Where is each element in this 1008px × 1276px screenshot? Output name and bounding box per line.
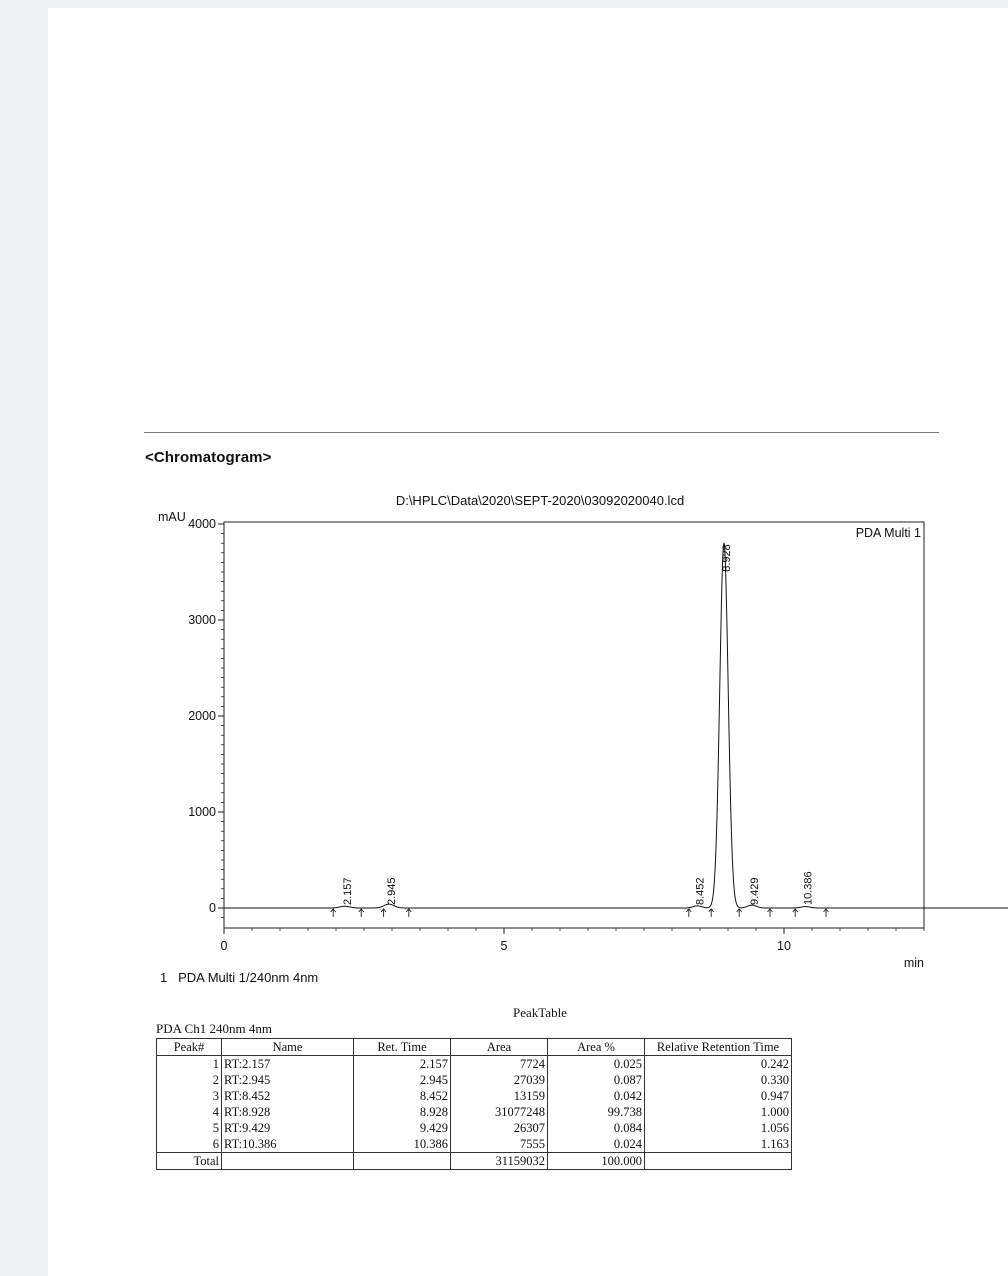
cell-rrt: 0.947 [645,1088,792,1104]
peak-label: 2.945 [385,877,398,905]
cell-area-pct: 99.738 [548,1104,645,1120]
cell-peak: 6 [157,1136,222,1153]
cell-name: RT:8.452 [222,1088,354,1104]
cell-rrt: 1.056 [645,1120,792,1136]
header-name: Name [222,1039,354,1056]
peak-table [156,1038,792,1170]
header-area-pct: Area % [548,1039,645,1056]
table-row [157,1072,792,1088]
chart-caption [160,970,318,985]
integration-marker [359,909,364,917]
peak-label: 10.386 [802,871,815,905]
series-layer [224,543,1008,908]
y-tick-label: 3000 [188,613,216,627]
cell-name: RT:10.386 [222,1136,354,1153]
y-axis-unit: mAU [158,510,186,524]
integration-marker [381,909,386,917]
cell-rrt: 1.163 [645,1136,792,1153]
series-line-pda-multi-1 [224,543,1008,908]
cell-total-ret [354,1153,451,1170]
cell-name: RT:2.945 [222,1072,354,1088]
peak-label: 8.452 [694,877,707,905]
plot-frame [224,522,924,928]
table-row [157,1088,792,1104]
cell-area-pct: 0.042 [548,1088,645,1104]
x-tick-label: 0 [220,939,228,953]
integration-marker [793,909,798,917]
cell-total-rrt [645,1153,792,1170]
cell-area: 27039 [451,1072,548,1088]
cell-area-pct: 0.084 [548,1120,645,1136]
peak-label: 2.157 [341,877,354,905]
cell-ret-time: 2.157 [354,1056,451,1073]
header-peak: Peak# [157,1039,222,1056]
peak-labels [342,544,815,905]
report-page [48,8,1008,1276]
header-rrt: Relative Retention Time [645,1039,792,1056]
table-row [157,1136,792,1153]
cell-peak: 1 [157,1056,222,1073]
integration-marker [709,909,714,917]
cell-ret-time: 10.386 [354,1136,451,1153]
chart-title: D:\HPLC\Data\2020\SEPT-2020\03092020040.lcd [395,493,685,508]
legend-label: PDA Multi 1 [855,526,921,540]
cell-area-pct: 0.087 [548,1072,645,1088]
peak-table-header [157,1039,792,1056]
cell-ret-time: 8.452 [354,1088,451,1104]
header-ret-time: Ret. Time [354,1039,451,1056]
cell-area: 26307 [451,1120,548,1136]
y-tick-label: 1000 [188,805,216,819]
cell-area-pct: 0.025 [548,1056,645,1073]
x-tick-label: 5 [500,939,508,953]
cell-rrt: 1.000 [645,1104,792,1120]
x-tick-label: 10 [777,939,791,953]
integration-marker [737,909,742,917]
cell-peak: 2 [157,1072,222,1088]
chromatogram-chart [48,8,1008,1008]
cell-ret-time: 2.945 [354,1072,451,1088]
axis-ticks [188,517,1008,953]
cell-area: 7555 [451,1136,548,1153]
cell-name: RT:9.429 [222,1120,354,1136]
cell-ret-time: 8.928 [354,1104,451,1120]
integration-marker [686,909,691,917]
cell-total-area-pct: 100.000 [548,1153,645,1170]
cell-area-pct: 0.024 [548,1136,645,1153]
section-title: <Chromatogram> [145,449,272,466]
integration-marker [768,909,773,917]
cell-area: 7724 [451,1056,548,1073]
cell-total-name [222,1153,354,1170]
integration-marker [824,909,829,917]
cell-area: 31077248 [451,1104,548,1120]
cell-ret-time: 9.429 [354,1120,451,1136]
peak-label: 9.429 [749,877,762,905]
peak-table-title: PeakTable [513,1005,567,1020]
cell-total-area: 31159032 [451,1153,548,1170]
table-row [157,1120,792,1136]
peak-table-channel: PDA Ch1 240nm 4nm [156,1021,272,1036]
y-tick-label: 4000 [188,517,216,531]
table-row [157,1104,792,1120]
integration-marker [406,909,411,917]
cell-name: RT:2.157 [222,1056,354,1073]
table-row [157,1056,792,1073]
integration-marker [331,909,336,917]
cell-total-label: Total [157,1153,222,1170]
x-axis-unit: min [903,956,924,970]
cell-rrt: 0.330 [645,1072,792,1088]
y-tick-label: 0 [209,901,216,915]
cell-rrt: 0.242 [645,1056,792,1073]
cell-area: 13159 [451,1088,548,1104]
table-total-row [157,1153,792,1170]
header-area: Area [451,1039,548,1056]
cell-peak: 5 [157,1120,222,1136]
baseline-markers [331,909,829,917]
cell-peak: 3 [157,1088,222,1104]
caption-text: PDA Multi 1/240nm 4nm [178,970,319,985]
peak-label: 8.928 [720,544,733,572]
cell-name: RT:8.928 [222,1104,354,1120]
caption-index: 1 [160,970,168,985]
y-tick-label: 2000 [188,709,216,723]
cell-peak: 4 [157,1104,222,1120]
